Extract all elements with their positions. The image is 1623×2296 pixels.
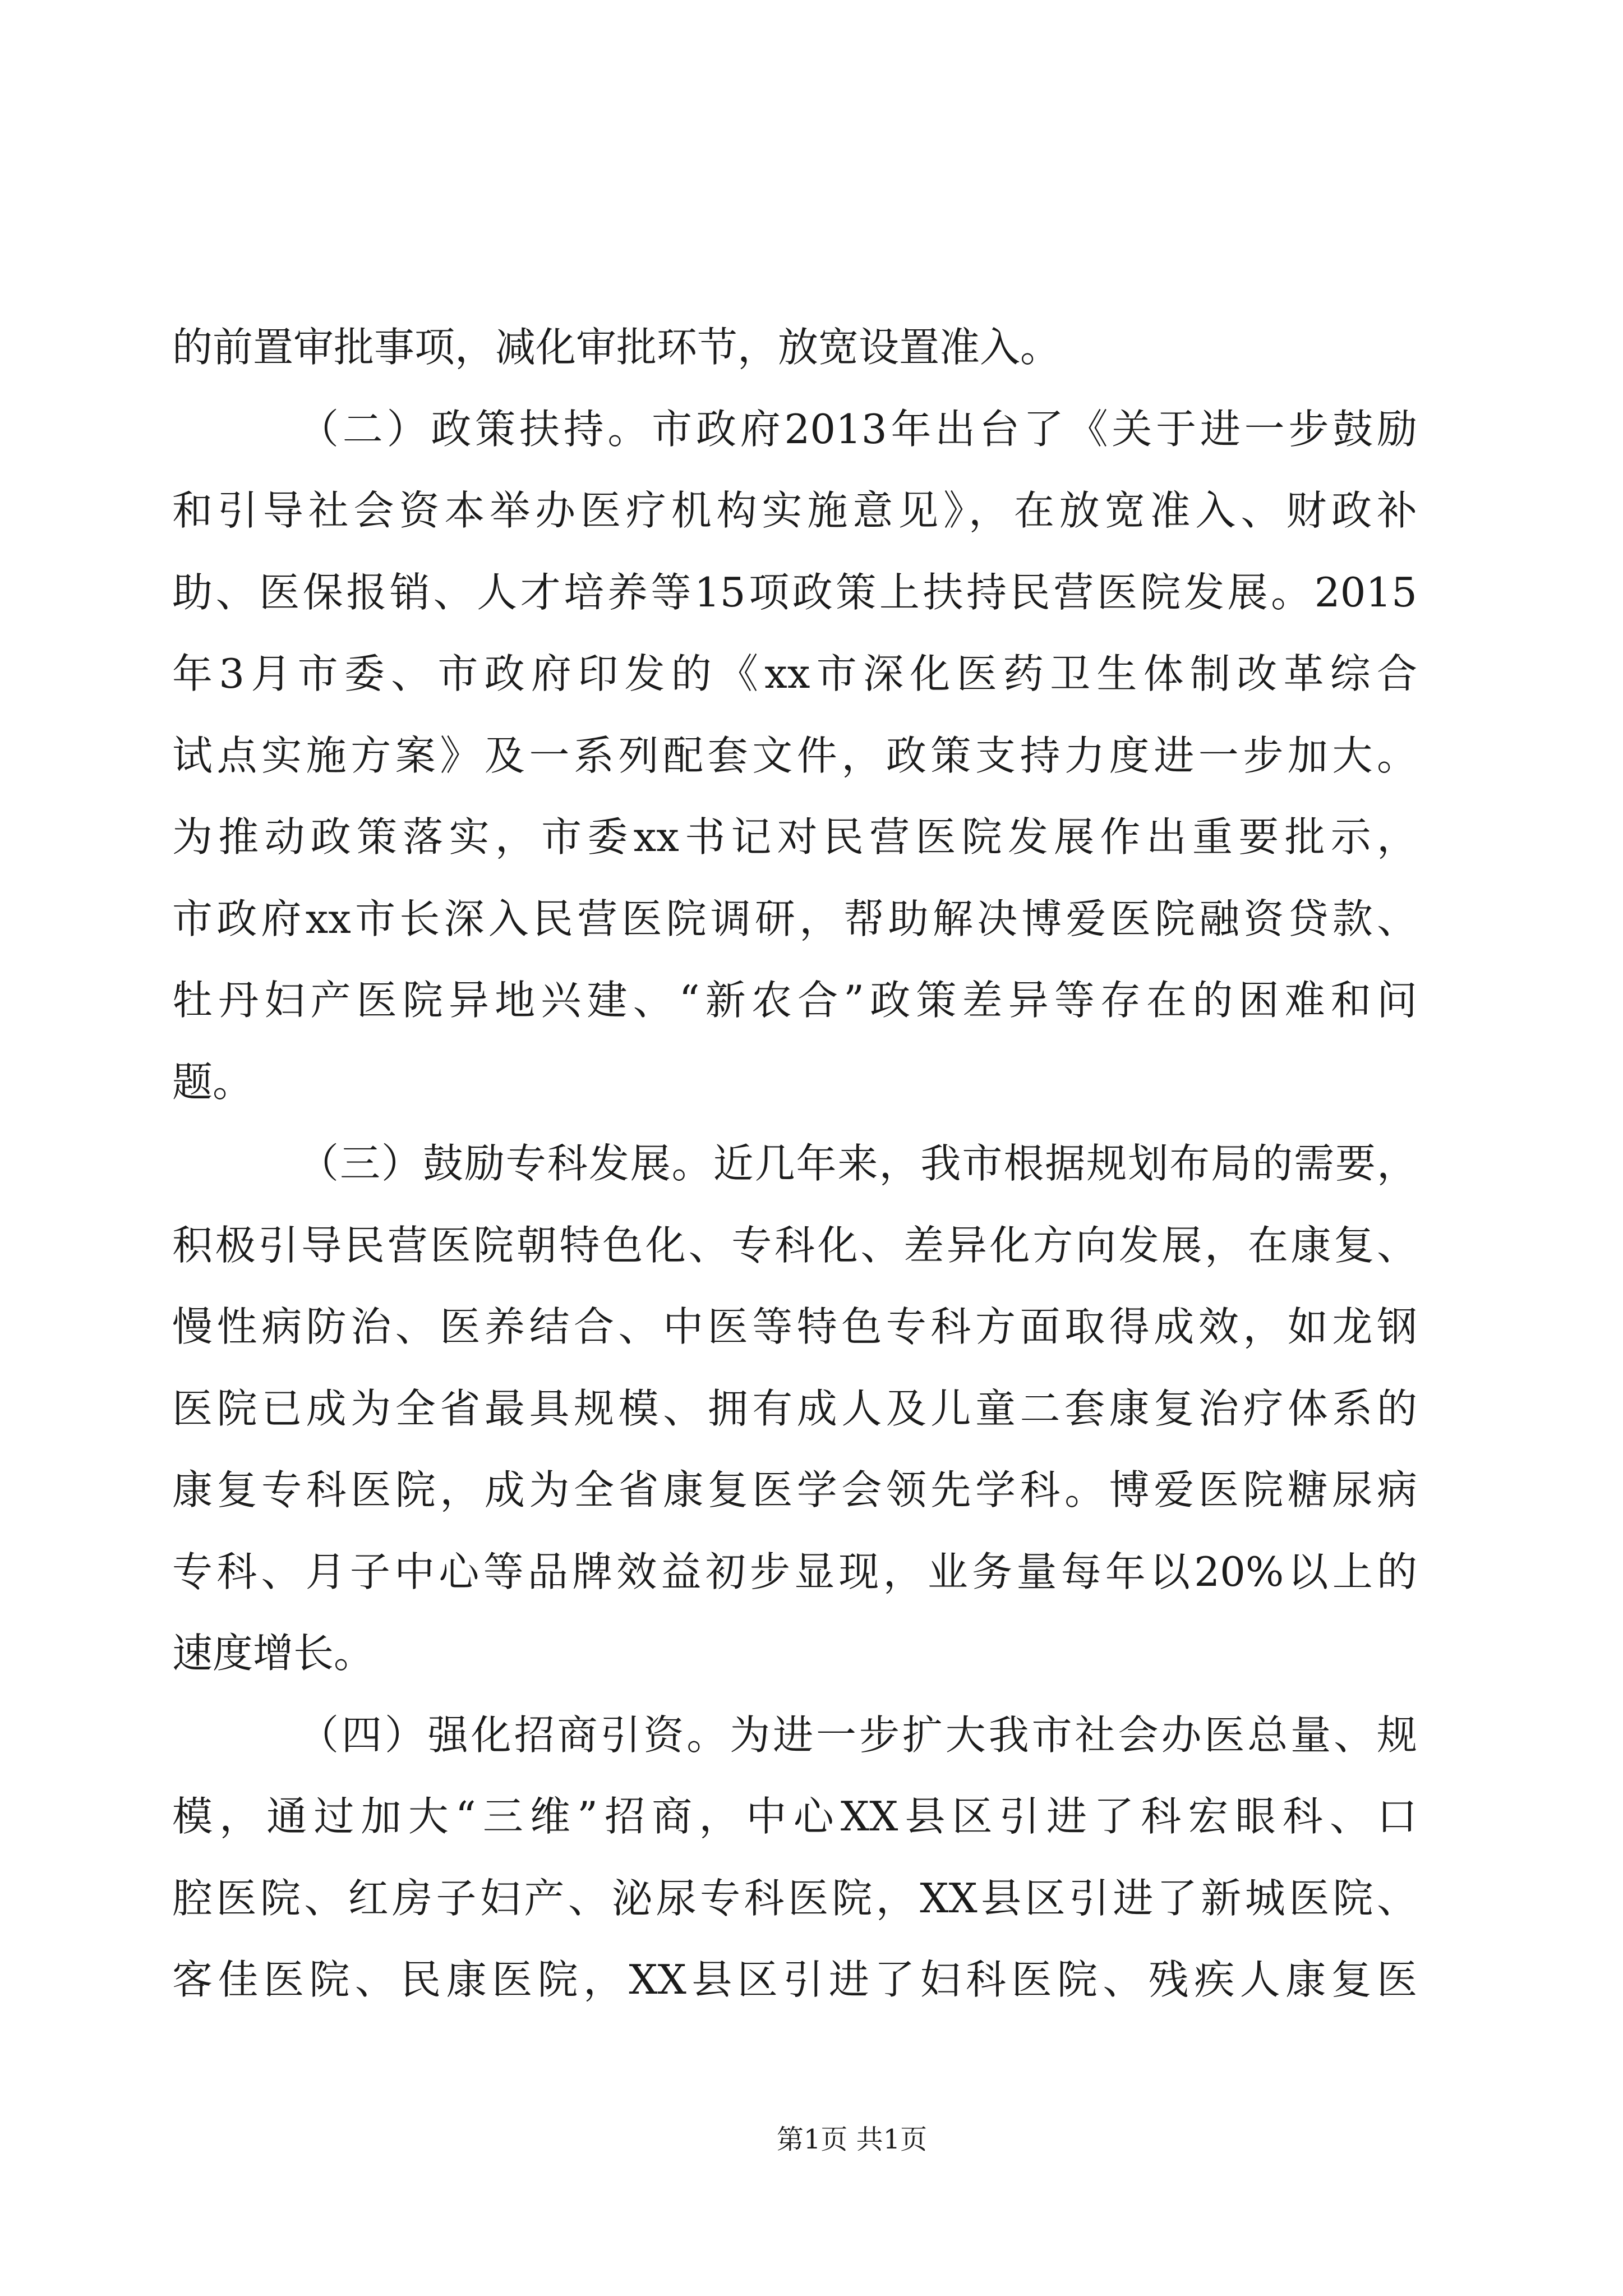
text-line: 客佳医院、民康医院，XX县区引进了妇科医院、残疾人康复医	[172, 1956, 1417, 2003]
text-line: 助、医保报销、人才培养等15项政策上扶持民营医院发展。2015	[172, 568, 1417, 616]
text-line: 模，通过加大“三维”招商，中心XX县区引进了科宏眼科、口	[172, 1793, 1417, 1840]
text-line: 慢性病防治、医养结合、中医等特色专科方面取得成效，如龙钢	[172, 1303, 1417, 1350]
text-line: 的前置审批事项，减化审批环节，放宽设置准入。	[172, 324, 1061, 371]
text-line: （四）强化招商引资。为进一步扩大我市社会办医总量、规	[298, 1711, 1417, 1759]
text-line: （三）鼓励专科发展。近几年来，我市根据规划布局的需要，	[298, 1140, 1417, 1187]
text-line: 和引导社会资本举办医疗机构实施意见》，在放宽准入、财政补	[172, 487, 1417, 534]
text-line: 为推动政策落实，市委xx书记对民营医院发展作出重要批示，	[172, 813, 1417, 861]
text-line: （二）政策扶持。市政府2013年出台了《关于进一步鼓励	[298, 405, 1417, 453]
document-body	[172, 307, 1417, 2021]
text-line: 腔医院、红房子妇产、泌尿专科医院，XX县区引进了新城医院、	[172, 1874, 1417, 1922]
text-line: 医院已成为全省最具规模、拥有成人及儿童二套康复治疗体系的	[172, 1384, 1417, 1432]
text-line: 积极引导民营医院朝特色化、专科化、差异化方向发展，在康复、	[172, 1221, 1417, 1269]
text-line: 年3月市委、市政府印发的《xx市深化医药卫生体制改革综合	[172, 650, 1417, 697]
text-line: 专科、月子中心等品牌效益初步显现，业务量每年以20%以上的	[172, 1548, 1417, 1595]
text-line: 康复专科医院，成为全省康复医学会领先学科。博爱医院糖尿病	[172, 1466, 1417, 1513]
text-line: 市政府xx市长深入民营医院调研，帮助解决博爱医院融资贷款、	[172, 895, 1417, 942]
page-footer: 第1页 共1页	[776, 2124, 928, 2155]
text-line: 牡丹妇产医院异地兴建、“新农合”政策差异等存在的困难和问	[172, 977, 1417, 1024]
text-line: 速度增长。	[172, 1630, 375, 1677]
text-line: 题。	[172, 1058, 253, 1106]
text-line: 试点实施方案》及一系列配套文件，政策支持力度进一步加大。	[172, 731, 1417, 779]
